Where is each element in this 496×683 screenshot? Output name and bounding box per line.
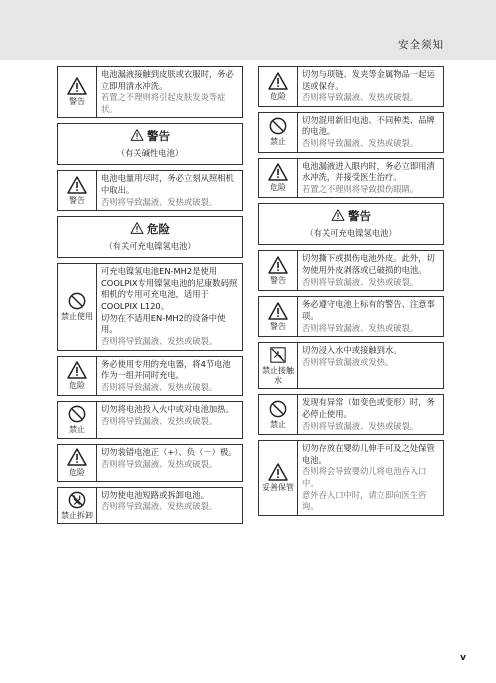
safety-item-icon-label: 禁止拆卸 — [61, 510, 93, 520]
prohibit-circle-icon — [268, 117, 288, 135]
safety-item-consequence: 否则将导致漏液、发热或破裂。 — [101, 458, 218, 469]
page-title: 安全须知 — [398, 39, 444, 51]
safety-item-text: 电池漏液接触到皮肤或衣服时，务必立即用清水冲洗。 — [101, 69, 234, 91]
safety-item-body — [298, 67, 443, 106]
safety-item-icon-label: 危险 — [270, 91, 286, 101]
safety-item-consequence: 否则将导致漏液、发热或破裂。 — [101, 381, 218, 392]
safety-item-body — [298, 159, 443, 198]
safety-item-icon-label: 警告 — [270, 276, 286, 286]
page-number: v — [460, 653, 466, 663]
safety-item-icon-label: 警告 — [270, 321, 286, 331]
safety-item-icon-label: 禁止接触水 — [262, 366, 294, 385]
safety-item-consequence: 否则将导致漏液、发热或破裂。 — [302, 420, 419, 431]
safety-item-icon-cell — [259, 251, 298, 290]
safety-item — [57, 444, 243, 482]
safety-item — [258, 250, 444, 291]
warning-triangle-icon — [268, 256, 288, 274]
warning-triangle-icon — [268, 163, 288, 181]
left-column — [57, 66, 243, 529]
safety-item-consequence: 否则将导致漏液、发热或破裂。 — [101, 196, 218, 207]
no-disassemble-icon — [67, 491, 87, 509]
warning-triangle-icon — [130, 129, 144, 144]
safety-item-text: 切勿使电池短路或拆卸电池。 — [101, 489, 209, 500]
section-heading-subtitle: （有关可充电镍氢电池） — [305, 228, 397, 239]
safety-item-icon-cell — [259, 441, 298, 515]
safety-item-text: 切勿撕下或损伤电池外皮。此外，切勿使用外皮剥落或已破损的电池。 — [302, 253, 435, 276]
prohibit-circle-icon — [67, 405, 87, 423]
safety-item-text-2: 切勿在不适用EN-MH2的设备中使用。 — [101, 312, 226, 335]
safety-item-body — [298, 251, 443, 290]
warning-triangle-icon — [130, 222, 144, 237]
safety-item — [57, 170, 243, 211]
prohibit-circle-icon — [67, 292, 87, 310]
safety-item-text: 切勿浸入水中或接触到水。 — [302, 345, 402, 356]
safety-item — [57, 263, 243, 350]
section-heading-title: 危险 — [147, 222, 170, 237]
safety-item — [57, 66, 243, 118]
safety-item-icon-cell — [259, 395, 298, 434]
safety-item-icon-label: 禁止 — [270, 137, 286, 147]
safety-item-consequence: 否则将导致漏液、发热或破裂。 — [101, 501, 218, 512]
safety-item-body — [298, 297, 443, 336]
safety-item — [57, 356, 243, 397]
safety-item-body — [97, 488, 242, 524]
safety-item-icon-cell — [259, 67, 298, 106]
section-heading — [258, 203, 444, 245]
safety-item-icon-cell — [58, 488, 97, 524]
safety-item-icon-label: 禁止 — [69, 425, 85, 435]
safety-item-consequence: 否则将导致漏液、发热或破裂。 — [101, 415, 218, 426]
safety-item-icon-cell — [58, 264, 97, 349]
safety-item — [57, 401, 243, 439]
safety-item-icon-label: 禁止 — [270, 419, 286, 429]
safety-item-icon-label: 警告 — [69, 196, 85, 206]
safety-item — [57, 487, 243, 525]
safety-item — [258, 342, 444, 389]
safety-item-body — [298, 343, 443, 388]
safety-item-icon-cell — [259, 297, 298, 336]
no-water-icon — [268, 346, 288, 364]
safety-item-icon-label: 妥善保管 — [262, 483, 294, 493]
safety-item-body — [97, 357, 242, 396]
warning-triangle-icon — [67, 176, 87, 194]
safety-item-text: 电池漏液进入眼内时，务必立即用清水冲洗，并接受医生治疗。 — [302, 160, 435, 183]
section-heading-subtitle: （有关碱性电池） — [116, 148, 184, 159]
warning-triangle-icon — [67, 448, 87, 466]
safety-item-consequence: 否则将导致漏液、发热或破裂。 — [101, 335, 218, 346]
right-column — [258, 66, 444, 521]
warning-triangle-icon — [67, 77, 87, 95]
safety-item-body — [298, 113, 443, 152]
safety-item-consequence: 否则将导致漏液、发热或破裂。 — [302, 322, 419, 333]
safety-item-consequence: 否则将导致漏液、发热或破裂。 — [302, 92, 419, 103]
safety-item — [258, 296, 444, 337]
safety-item-icon-label: 禁止使用 — [61, 312, 93, 322]
safety-item — [258, 440, 444, 516]
safety-item-icon-cell — [259, 343, 298, 388]
safety-item-icon-label: 危险 — [69, 381, 85, 391]
safety-item-consequence: 若置之不理则将导致损伤眼睛。 — [302, 183, 419, 194]
safety-item-text: 切勿将电池投入火中或对电池加热。 — [101, 404, 234, 415]
safety-item-body — [97, 171, 242, 210]
safety-item-body — [298, 395, 443, 434]
safety-item — [258, 158, 444, 199]
safety-item-text: 务必遵守电池上标有的警告、注意事项。 — [302, 299, 435, 321]
safety-item-consequence: 若置之不理则将引起皮肤发炎等症状。 — [101, 92, 226, 114]
safety-item-body — [97, 67, 242, 117]
safety-item-icon-cell — [58, 67, 97, 117]
warning-triangle-icon — [268, 302, 288, 320]
header-bar — [0, 0, 496, 60]
safety-item — [258, 112, 444, 153]
safety-item-icon-cell — [58, 171, 97, 210]
safety-item-icon-cell — [58, 402, 97, 438]
safety-item-text: 切勿装错电池正（+）、负（－）极。 — [101, 446, 237, 457]
safety-item-icon-cell — [259, 113, 298, 152]
safety-item-consequence: 否则将导致漏液或发热。 — [302, 356, 394, 367]
section-heading-subtitle: （有关可充电镍氢电池） — [104, 241, 196, 252]
section-heading — [57, 123, 243, 165]
warning-triangle-icon — [268, 72, 288, 90]
safety-item-consequence: 否则将导致漏液、发热或破裂。 — [302, 276, 419, 287]
safety-item-body — [97, 445, 242, 481]
safety-item-text: 切勿存放在婴幼儿伸手可及之处保管电池。 — [302, 443, 435, 465]
safety-item-body — [298, 441, 443, 515]
prohibit-circle-icon — [268, 400, 288, 418]
safety-item-body — [97, 402, 242, 438]
safety-item-consequence: 否则将导致漏液、发热或破裂。 — [302, 138, 419, 149]
safety-item — [258, 66, 444, 107]
warning-triangle-icon — [67, 361, 87, 379]
safety-item-icon-cell — [58, 357, 97, 396]
warning-triangle-icon — [268, 463, 288, 481]
safety-item-text: 可充电镍氢电池EN-MH2是使用COOLPIX专用镍氢电池的尼康数码照相机的专用可充电池，适用于COOLPIX L120。 — [101, 266, 238, 312]
safety-item-icon-label: 危险 — [69, 467, 85, 477]
safety-item-text: 切勿与项链、发夹等金属物品一起运送或保存。 — [302, 69, 435, 91]
safety-item-text: 电池电量用尽时，务必立刻从照相机中取出。 — [101, 173, 234, 196]
safety-item-consequence: 否则将会导致婴幼儿将电池吞入口中。 — [302, 466, 427, 488]
safety-item-text: 务必使用专用的充电器，将4节电池作为一组并同时充电。 — [101, 358, 231, 381]
safety-item-icon-label: 危险 — [270, 183, 286, 193]
section-heading-title: 警告 — [348, 209, 371, 224]
safety-item — [258, 394, 444, 435]
safety-item-text: 发现有异常（如变色或变形）时，务必停止使用。 — [302, 397, 435, 419]
safety-item-body — [97, 264, 242, 349]
safety-item-text: 切勿混用新旧电池、不同种类、品牌的电池。 — [302, 114, 435, 137]
safety-item-icon-cell — [259, 159, 298, 198]
safety-item-icon-cell — [58, 445, 97, 481]
safety-item-consequence-2: 意外吞入口中时，请立即向医生咨询。 — [302, 489, 427, 512]
section-heading — [57, 216, 243, 258]
safety-item-icon-label: 警告 — [69, 97, 85, 107]
warning-triangle-icon — [331, 209, 345, 224]
section-heading-title: 警告 — [147, 129, 170, 144]
